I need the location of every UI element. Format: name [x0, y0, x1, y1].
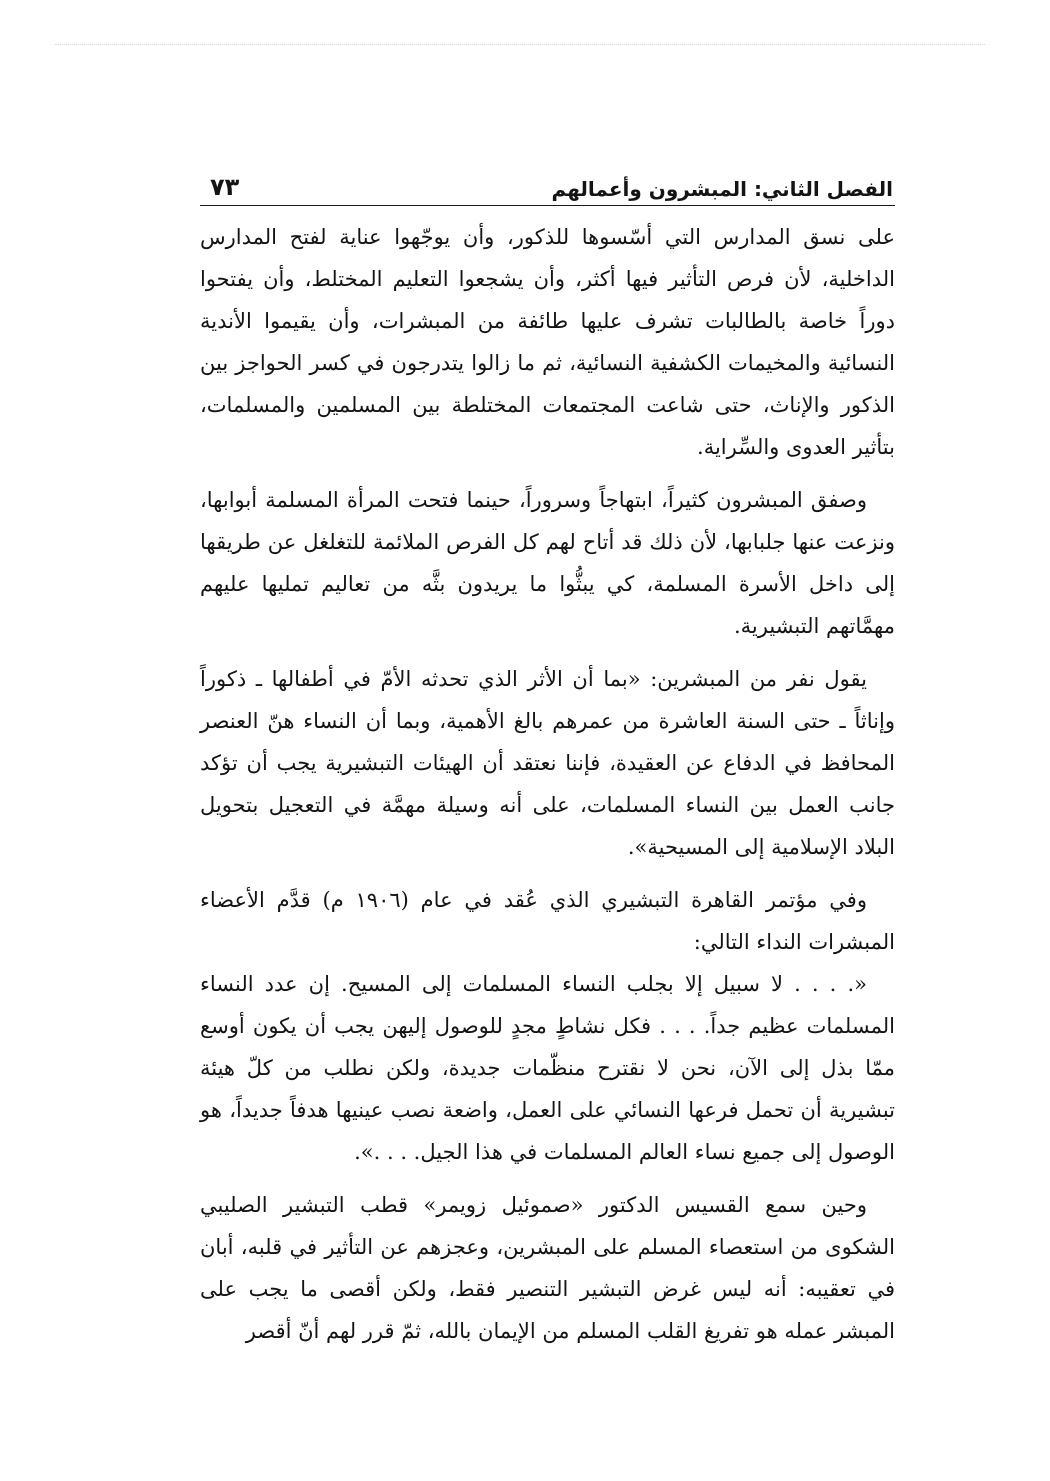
paragraph-missionaries-quote: يقول نفر من المبشرين: «بما أن الأثر الذي تحدثه الأمّ في أطفالها ـ ذكوراً وإناثاً ـ حتى السنة العاشرة من عمرهم بالغ الأهمية، وبما أن النساء هنّ العنصر المحافظ في الدفاع عن العقيدة، فإننا نعتقد أن الهيئات التبشيرية يجب أن تؤكد جانب العمل بين النساء المسلمات، على أنه وسيلة مهمَّة في التعجيل بتحويل البلاد الإسلامية إلى المسيحية». — [200, 667, 895, 859]
scan-edge-dots — [55, 44, 985, 45]
paragraph-continuation: على نسق المدارس التي أسّسوها للذكور، وأن يوجّهوا عناية لفتح المدارس الداخلية، لأن فرص التأثير فيها أكثر، وأن يشجعوا التعليم المختلط، وأن يفتحوا دوراً خاصة بالطالبات تشرف عليها طائفة من المبشرات، وأن يقيموا الأندية النسائية والمخيمات الكشفية النسائية، ثم ما زالوا يتدرجون في كسر الحواجز بين الذكور والإناث، حتى شاعت المجتمعات المختلطة بين المسلمين والمسلمات، بتأثير العدوى والسِّراية. — [200, 225, 895, 459]
paragraph-missionaries-applause: وصفق المبشرون كثيراً، ابتهاجاً وسروراً، حينما فتحت المرأة المسلمة أبوابها، ونزعت عنها جلبابها، لأن ذلك قد أتاح لهم كل الفرص الملائمة للتغلغل عن طريقها إلى داخل الأسرة المسلمة، كي يبثُّوا ما يريدون بثَّه من تعاليم تمليها عليهم مهمَّاتهم التبشيرية. — [200, 488, 895, 638]
paragraph-zwemer: وحين سمع القسيس الدكتور «صموئيل زويمر» قطب التبشير الصليبي الشكوى من استعصاء المسلم على المبشرين، وعجزهم عن التأثير في قلبه، أبان في تعقيبه: أنه ليس غرض التبشير التنصير فقط، ولكن أقصى ما يجب على المبشر عمله هو تفريغ القلب المسلم من الإيمان بالله، ثمّ قرر لهم أنّ أقصر — [200, 1193, 896, 1343]
book-page — [200, 165, 895, 1363]
running-header — [200, 165, 895, 206]
paragraph-appeal-quote: «. . . . لا سبيل إلا بجلب النساء المسلمات إلى المسيح. إن عدد النساء المسلمات عظيم جداً. . . . فكل نشاطٍ مجدٍ للوصول إليهن يجب أن يكون أوسع ممّا بذل إلى الآن، نحن لا نقترح منظّمات جديدة، ولكن نطلب من كلّ هيئة تبشيرية أن تحمل فرعها النسائي على العمل، واضعة نصب عينيها هدفاً جديداً، هو الوصول إلى جميع نساء العالم المسلمات في هذا الجيل. . . .». — [200, 972, 895, 1164]
page-number: ٧٣ — [210, 173, 240, 201]
paragraph-cairo-conference: وفي مؤتمر القاهرة التبشيري الذي عُقد في عام (١٩٠٦ م) قدَّم الأعضاء المبشرات النداء التالي: — [200, 888, 895, 954]
page-body — [200, 216, 895, 1352]
chapter-title: الفصل الثاني: المبشرون وأعمالهم — [551, 177, 893, 201]
